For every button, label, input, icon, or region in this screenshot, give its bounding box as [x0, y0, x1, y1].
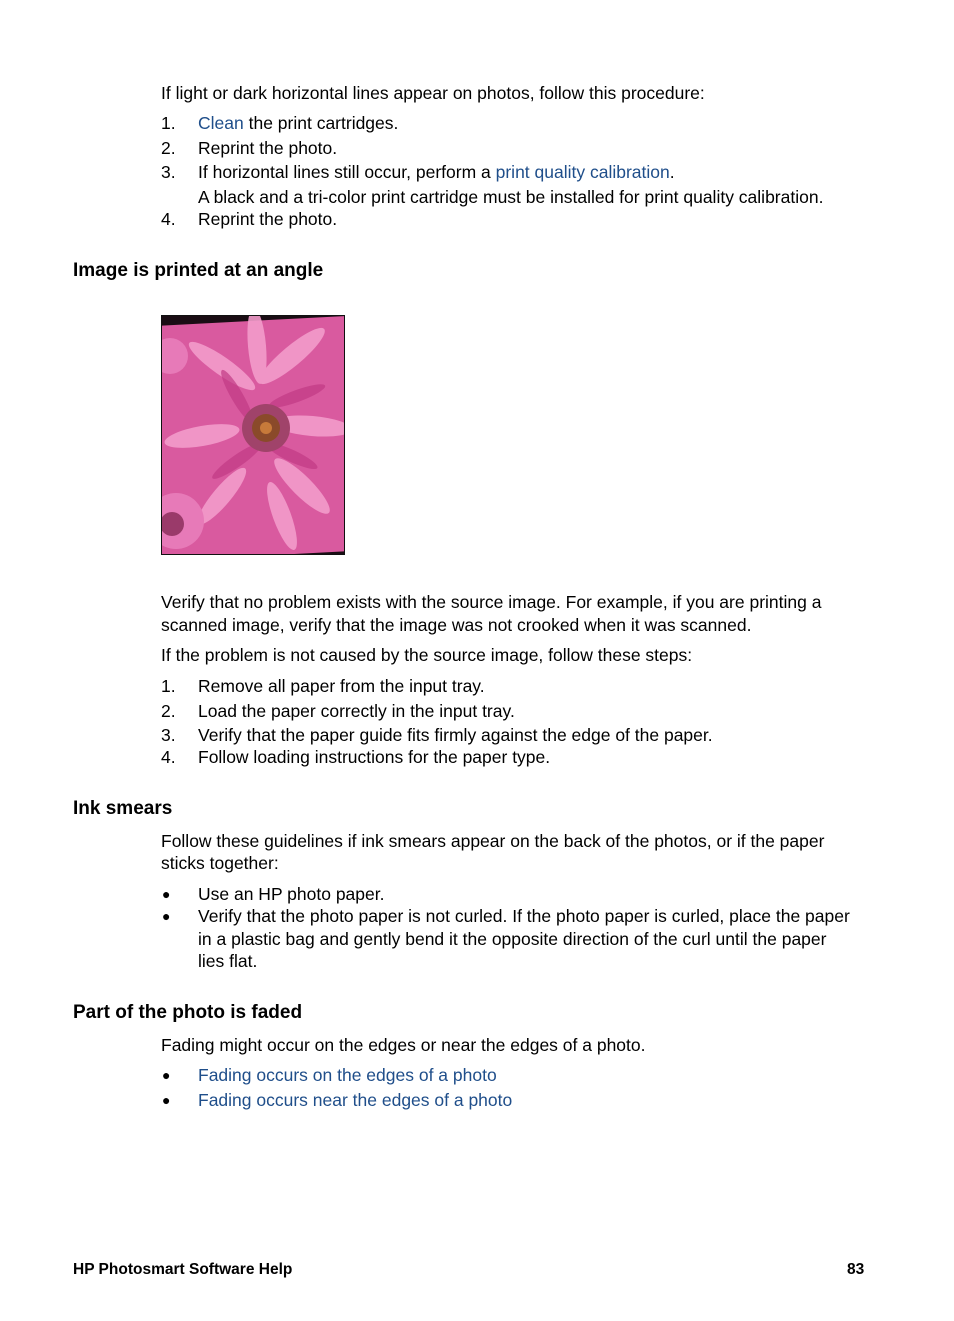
angle-para-line1: Verify that no problem exists with the source image. For example, if you are printing a	[161, 592, 822, 612]
print-quality-calibration-link[interactable]: print quality calibration	[495, 162, 670, 182]
step-text-post: .	[669, 162, 675, 182]
step-text: Remove all paper from the input tray.	[198, 676, 485, 696]
intro-text: If light or dark horizontal lines appear on photos, follow this procedure:	[161, 83, 705, 103]
section-heading-faded: Part of the photo is faded	[73, 1002, 303, 1023]
step-text: Reprint the photo.	[198, 138, 338, 158]
step-text	[198, 161, 675, 183]
step-number: 3.	[161, 725, 176, 745]
step-number: 3.	[161, 162, 176, 182]
angle-para-line2: scanned image, verify that the image was not crooked when it was scanned.	[161, 615, 752, 635]
page-number: 83	[847, 1261, 865, 1278]
bullet-text: Verify that the photo paper is not curled. If the photo paper is curled, place the paper	[198, 906, 850, 926]
bullet-icon: ●	[162, 1067, 171, 1083]
section-heading-angle: Image is printed at an angle	[73, 260, 324, 281]
angle-para2: If the problem is not caused by the source image, follow these steps:	[161, 645, 693, 665]
skewed-flower-photo	[161, 315, 345, 555]
fading-near-edges-link[interactable]: Fading occurs near the edges of a photo	[198, 1090, 513, 1110]
bullet-text-cont: lies flat.	[198, 951, 258, 971]
step-text: Follow loading instructions for the paper type.	[198, 747, 551, 767]
fading-on-edges-link[interactable]: Fading occurs on the edges of a photo	[198, 1065, 497, 1085]
step-text: Verify that the paper guide fits firmly against the edge of the paper.	[198, 725, 713, 745]
bullet-icon: ●	[162, 908, 171, 924]
bullet-text-cont: in a plastic bag and gently bend it the opposite direction of the curl until the paper	[198, 929, 827, 949]
step-number: 1.	[161, 676, 176, 696]
footer-title: HP Photosmart Software Help	[73, 1261, 293, 1278]
bullet-text: Use an HP photo paper.	[198, 884, 385, 904]
step-number: 4.	[161, 747, 176, 767]
step-number: 1.	[161, 113, 176, 133]
faded-intro: Fading might occur on the edges or near the edges of a photo.	[161, 1035, 646, 1055]
step-text: Load the paper correctly in the input tray.	[198, 701, 515, 721]
step-text-pre: If horizontal lines still occur, perform a	[198, 162, 496, 182]
smears-intro-line1: Follow these guidelines if ink smears appear on the back of the photos, or if the paper	[161, 831, 825, 851]
step-text	[198, 112, 398, 134]
step-number: 2.	[161, 138, 176, 158]
step-number: 4.	[161, 209, 176, 229]
step-text: Reprint the photo.	[198, 209, 338, 229]
smears-intro-line2: sticks together:	[161, 853, 279, 873]
step-number: 2.	[161, 701, 176, 721]
bullet-icon: ●	[162, 1092, 171, 1108]
clean-link[interactable]: Clean	[198, 113, 244, 133]
flower-illustration	[162, 316, 344, 554]
step-note: A black and a tri-color print cartridge must be installed for print quality calibration.	[198, 187, 824, 207]
step-text-rest: the print cartridges.	[243, 113, 399, 133]
section-heading-ink-smears: Ink smears	[73, 798, 173, 819]
bullet-icon: ●	[162, 886, 171, 902]
